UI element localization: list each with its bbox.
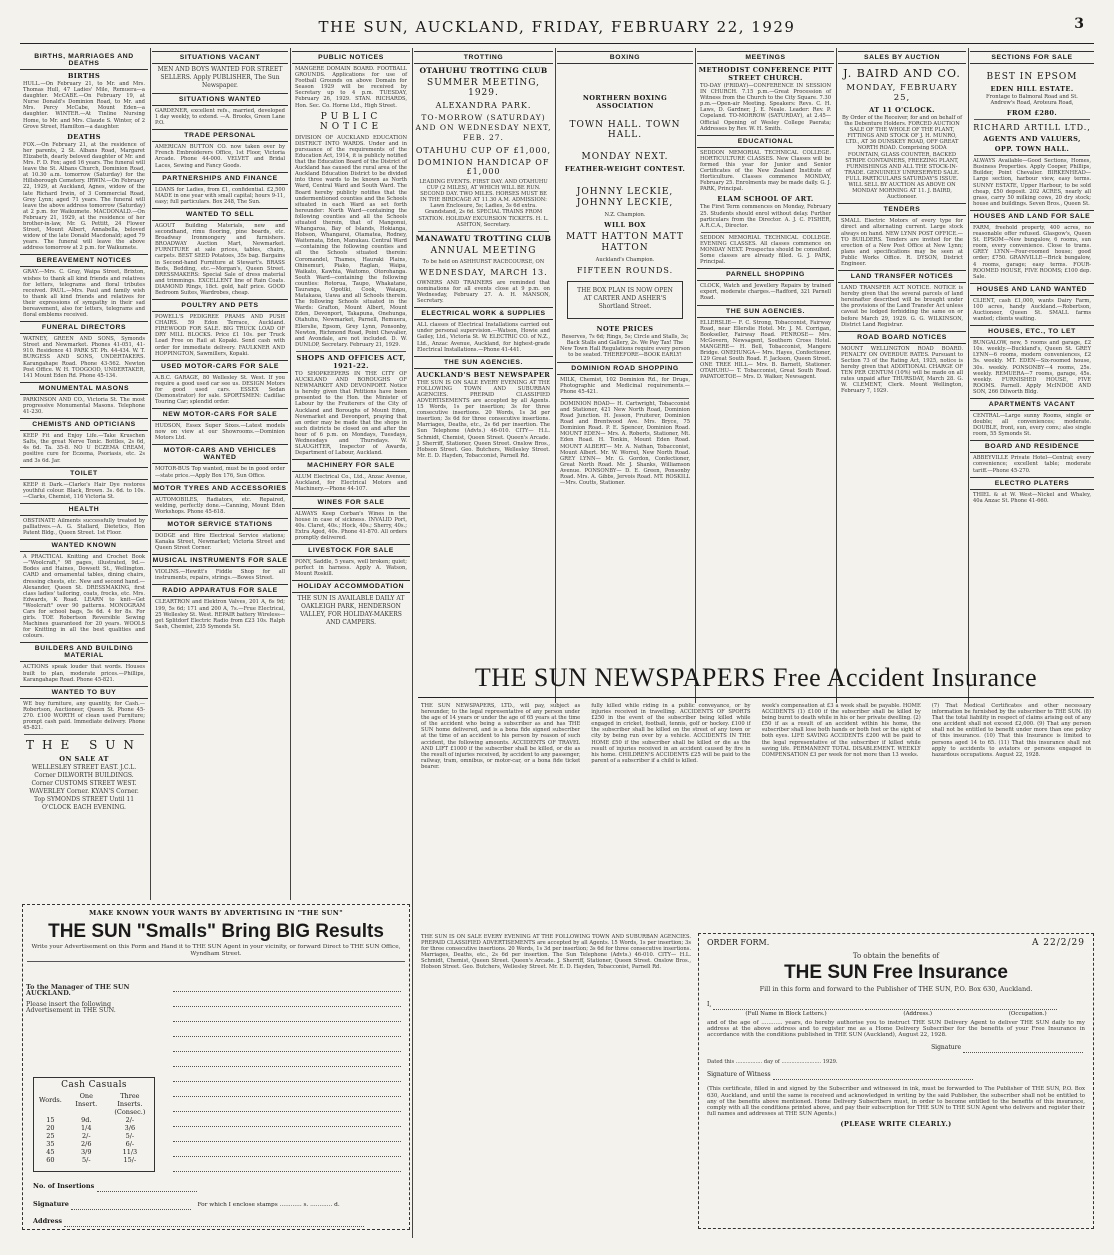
section-heading: BUILDERS AND BUILDING MATERIAL — [20, 642, 148, 662]
land-text: LAND TRANSFER ACT NOTICE. NOTICE is hereby given that the several parcels of land hereinafter described will be brought under the provisions of the Land Transfer Act unless caveat be lodged forbidding the same on or before March 29, 1929. G. G. WILKINSON, District Land Registrar. — [841, 285, 963, 328]
fifteen-rounds: FIFTEEN ROUNDS. — [576, 266, 674, 276]
public-notices-text: MANGERE DOMAIN BOARD. FOOTBALL GROUNDS. Applications for use of Football Grounds on above Domain for Season 1929 will be received by Secretary up to 4 p.m. TUESDAY, February 26, 1929. STAN. RICHARDS, Hon. Sec. Co. Horne Ltd., High Street. — [295, 66, 407, 109]
tenders-text: SMALL Electric Motors of every type for direct and alternating current. Large stock always on hand. NEW LYNN POST OFFICE.—TO BUILDERS. Tenders are invited for the erection of a New Post Office at New Lynn; plans and specifications may be seen at Public Works Office. R. DYSON, District Engineer. — [841, 218, 963, 267]
note-prices-text: Reserves, 7s 6d; Rings, 5s; Circle and Stalls, 3s; Back Stalls and Gallery, 2s. We Pay Tax! The New Town Hall Regulations require every person to be seated. THEREFORE—BOOK EARLY! — [560, 334, 690, 359]
wanted-known-text: A PRACTICAL Knitting and Crochet Book—"Woolcraft," 98 pages, illustrated, 9d.—Bodes and Haines, Dowsett St., Wellington. CARD and ornamental tables, dining chairs, dressing chests, etc. New and second hand.—Alexander, Queen St. DRESSMAKING, first class ladies' tailoring, coats, frocks, etc. Mrs. Edwards, K Road. LEARN to knit—Get "Woolcraft" over 90 patterns. MONOGRAM Cars for school bags, 5s 6d. 4 for 8s. For girls. TOE Robertson Reversible Sewing Machines guaranteed for 20 years. WOOLS for Knitting in all the best qualities and colours. — [23, 554, 145, 640]
methodist-text: TO-DAY (FRIDAY)—CONFERENCE IN SESSION IN CHURCH. 7.15 p.m.—Great Procession of Witness from the Church to the City Square. 7.30 p.m.—Open-air Meeting. Speakers: Revs. C. H. Laws, D. Gardner, J. E. Neale. Leader: Rev. P. Copeland. TO-MORROW (SATURDAY), at 2.45—Official Opening of Wesley College Paerata; Addresses by Rev. W. H. Smith. — [700, 83, 831, 132]
column-rule — [150, 48, 151, 900]
rates-header: One Insert. — [75, 1092, 98, 1108]
section-heading: MEETINGS — [697, 51, 834, 64]
ad-line-input[interactable] — [173, 1043, 401, 1052]
section-heading: BOXING — [557, 51, 693, 64]
poultry-text: POWELL'S PEDIGREE PRAMS AND PUSH CHAIRS. 59 Edon Terrace, Auckland. FIREWOOD FOR SALE. BIG TRUCK LOAD OF DRY MILL BLOCKS. Price £1 10s. per Truck Load Free on Rail at Kopaki. Send cash with order for immediate delivery. FAULKNER AND HOPPINGTON, Sawmillers, Kopaki. — [155, 314, 285, 357]
full-name-input[interactable] — [713, 1001, 863, 1010]
deaths-heading: DEATHS — [67, 132, 101, 141]
electrical-text: ALL classes of Electrical Installations carried out under personal supervision.—Watson, Howie and Gailey, Ltd., Victoria St. W. ELECTRIC CO. of N.Z., Ltd., Anzac Avenue, Auckland, for highest-grade Electrical Installations.—Phone 41-441. — [417, 322, 550, 353]
shops-heading: SHOPS AND OFFICES ACT, 1921-22. — [296, 353, 406, 370]
section-heading: NEW MOTOR-CARS FOR SALE — [152, 408, 288, 421]
best-in-epsom: BEST IN EPSOM — [986, 72, 1078, 82]
order-body: and of the age of ............ years, do hereby authorise you to instruct THE SUN Delivery Agent to deliver THE SUN daily to my address at the above address and to register me as a Home Delivery Subscriber for the benefits of your Free Insurance in accordance with the conditions published in THE SUN (Auckland), August 22, 1928. — [707, 1020, 1085, 1039]
ad-line-input[interactable] — [173, 1133, 401, 1142]
masthead-title: THE SUN, AUCKLAND, FRIDAY, FEBRUARY 22, 1929 — [318, 18, 796, 36]
frontage-text: Frontage to Balmoral Road and St. Andrew's Road, Aroteura Road, — [986, 94, 1078, 107]
insurance-cont-left: THE SUN IS ON SALE EVERY EVENING AT THE FOLLOWING TOWN AND SUBURBAN AGENCIES. PREPAID CLASSIFIED ADVERTISEMENTS are accepted by all Agents. 15 Words, 1s per insertion; 3s for three consecutive insertions. 20 Words, 1s 3d per insertion; 3s 6d for three consecutive insertions. Marriages, Deaths, etc., 2s 6d per insertion. The Sun Telephone (Advts.) 46-010. CITY— H.L. Schmidt, Chemist, Queen Street. Queen's Arcade. J. Sherriff, Stationer, Queen Street. Onslow Bros., Hobson Street. Geo. Butchers, Wellesley Street. Mr. E. D. Hayden, Tobacconist, Parnell Rd. — [421, 934, 691, 971]
wines-text: ALWAYS Keep Corban's Wines in the house in case of sickness. INVALID Port, 40s. Claret, 40s.; Hock, 40s.; Sherry, 40s.; Extra Aged, 40s. Phone 41-870. All orders promptly delivered. — [295, 510, 407, 541]
table-row — [34, 1116, 154, 1124]
column-1 — [20, 48, 148, 900]
insertions-row — [33, 1182, 197, 1192]
divider — [418, 231, 549, 232]
cash-casuals-heading: Cash Casuals — [61, 1080, 127, 1090]
order-witness-label: Signature of Witness — [707, 1071, 771, 1079]
rate-cell: 2/- — [82, 1132, 91, 1140]
manawatu-meeting: ANNUAL MEETING — [430, 245, 537, 256]
on-sale-heading: ON SALE AT — [59, 755, 109, 764]
bereavement-text: GRAY.—Mrs. C. Gray, Waipa Street, Brixton, wishes to thank all kind friends and relatives for letters, telegrams and floral tributes received. PAUL.—Mrs. Paul and family wish to thank all kind friends and relatives for their expressions of sympathy in their sad bereavement, also for letters, telegrams and floral emblems received. — [23, 269, 145, 319]
rate-cell: 9d. — [81, 1116, 92, 1124]
section-heading: POULTRY AND PETS — [152, 299, 288, 312]
divider — [701, 232, 830, 233]
dominion-agencies-text: DOMINION ROAD— H. Cartwright, Tobacconist and Stationer, 421 New North Road, Dominion Road Junction. H. Jesson, Fruiterer, Dominion Road and Brentwood Ave. Mrs. Bryce, 75 Dominion Road. P. E. Spencer, Dominion Road. MOUNT EDEN— Mrs. A. Roberts, Stationer, Mt. Eden Road. H. Tonkin, Mount Eden Road. MOUNT ALBERT— Mr. A. Nathan, Tobacconist, Mount Albert. Mr. W. Worrel, New North Road. GREY LYNN— Mr. G. Gordon, Confectioner, Great North Road. Mr. J. Shanks, Williamson Avenue. PONSONBY— D. E. Green, Ponsonby Road. Mrs. A. Gibbs, Jervois Road. MT. ROSKILL—Mrs. Coutts, Stationer. — [560, 400, 690, 487]
shops-text: TO SHOPKEEPERS IN THE CITY OF AUCKLAND AND BOROUGHS OF NEWMARKET AND DEVONPORT. Notice is hereby given that Petitions have been presented to the Hon. the Minister of Labour by the Fruiterers of the City of Auckland and Boroughs of Mount Eden, Newmarket and Devonport, praying that an order may be made that the shops in such districts be closed on and after the hour of 6 p.m. on Mondays, Tuesdays, Wednesdays and Thursdays. W. SLAUGHTER, Inspector of Awards, Department of Labour, Auckland. — [295, 370, 407, 457]
section-heading: BIRTHS, MARRIAGES AND DEATHS — [20, 51, 148, 70]
order-fill: Fill in this form and forward to the Publisher of THE SUN, P.O. Box 630, Auckland. — [759, 985, 1033, 994]
section-heading: DOMINION ROAD SHOPPING — [557, 362, 693, 375]
eden-hill: EDEN HILL ESTATE. — [990, 85, 1074, 93]
section-heading: USED MOTOR-CARS FOR SALE — [152, 360, 288, 373]
ad-line-input[interactable] — [173, 1088, 401, 1097]
smalls-please-insert: Please insert the following Advertisement in THE SUN. — [26, 1001, 116, 1015]
table-row — [34, 1132, 154, 1140]
trade-text: AMERICAN BUTTON CO. now taken over by French Embroiderers Office, 1st Floor, Victoria Arcade. Phone 44-000. VELVET and Bridal Laces, Sewing and Fancy Goods. — [155, 144, 285, 169]
section-heading: LAND TRANSFER NOTICES — [838, 270, 966, 283]
tyres-text: AUTOMOBILES, Radiators, etc. Repaired, welding, perfectly done.—Canning, Mount Eden Workshops. Phone 45-618. — [155, 496, 285, 515]
manawatu-date: WEDNESDAY, MARCH 13. — [419, 267, 548, 277]
section-heading: PARNELL SHOPPING — [697, 268, 834, 281]
agencies-text: THE SUN IS ON SALE EVERY EVENING AT THE FOLLOWING TOWN AND SUBURBAN AGENCIES. PREPAID CLASSIFIED ADVERTISEMENTS are accepted by all Agents. 15 Words, 1s per insertion; 3s for three consecutive insertions. 20 Words, 1s 3d per insertion; 3s 6d for three consecutive insertions. Marriages, Deaths, etc., 2s 6d per insertion. The Sun Telephone (Advts.) 46-010. CITY— H.L. Schmidt, Chemist, Queen Street. Queen's Arcade. J. Sherriff, Stationer, Queen Street. Onslow Bros., Hobson Street. Geo. Butchers, Wellesley Street. Mr. E. D. Hayden, Tobacconist, Parnell Rd. — [417, 379, 550, 459]
holiday-text: THE SUN IS AVAILABLE DAILY AT OAKLEIGH PARK, HENDERSON VALLEY, FOR HOLIDAY-MAKERS AND CAMPERS. — [297, 595, 405, 627]
boxing-association: NORTHERN BOXING ASSOCIATION — [582, 94, 668, 110]
auction-clock: AT 11 O'CLOCK. — [869, 106, 935, 114]
rate-cell: 60 — [46, 1156, 55, 1164]
section-heading: THE SUN AGENCIES. — [414, 356, 553, 369]
will-box: WILL BOX — [604, 221, 646, 230]
wanted-to-buy-text: WE buy furniture, any quantity, for Cash.—Robertson, Auctioneer, Queen St. Phone 45-270. £100 WORTH of clean used Furniture; prompt cash paid. Immediate delivery. Phone 45-821. — [23, 700, 145, 732]
ad-line-input[interactable] — [173, 1118, 401, 1127]
agencies-text: ELLERSLIE— F. C. Strong, Tobacconist, Fairway Road, near Ellerslie Hotel. Mr. J. M. Corrigan, Bookseller, Fairway Road. PENROSE— Mrs. McGovern, Newsagent, Southern Cross Hotel. MANGERE— H. Bell, Tobacconist, Mangere Bridge. ONEHUNGA— Mrs. Hayes, Confectioner, 129 Great South Road. F. Jackson, Queen Street. ONE TREE HILL— Mrs. B. Barnett, Stationer. OTAHUHU— T. Tobacconist, Great South Road. PAPATOETOE— Mrs. D. Walker, Newsagent. — [700, 319, 831, 381]
manawatu-text: To be held on ASHHURST RACECOURSE, ON — [422, 258, 545, 265]
rate-cell: 3/6 — [124, 1124, 136, 1132]
order-signature-row — [709, 1044, 1083, 1053]
column-rule — [412, 48, 413, 1238]
section-heading: PARTNERSHIPS AND FINANCE — [152, 172, 288, 185]
musical-text: VIOLINS.—Hewitt's Fiddle Shop for all instruments, repairs, strings.—Bowes Street. — [155, 569, 285, 582]
signature-row — [33, 1200, 340, 1210]
on-sale-text: WELLESLEY STREET EAST. J.C.L. Corner DILWORTH BUILDINGS. Corner CUSTOMS STREET WEST. WAVERLEY Corner. KYAN'S Corner. Top SYMONDS STREET Until 11 O'CLOCK EACH EVENING. — [29, 764, 139, 812]
column-8 — [970, 48, 1094, 703]
richard-artill: RICHARD ARTILL LTD., — [973, 123, 1091, 133]
town-hall: TOWN HALL. TOWN HALL. — [569, 120, 681, 140]
elam-text: The First Term commences on Monday, February 25. Students should enrol without delay. Further particulars from the Director. A. J. C. FISHER, A.R.C.A., Director. — [700, 204, 831, 229]
column-4 — [414, 48, 553, 703]
auction-monday: MONDAY, FEBRUARY 25, — [846, 83, 958, 103]
to-let-text: BUNGALOW, new, 5 rooms and garage, £2 10s. weekly.—Buckland's, Queen St. GREY LYNN—6 rooms, modern conveniences, £2 5s. weekly. MT. EDEN—Six-roomed house, 30s. weekly. PONSONBY—4 rooms, 25s. weekly. REMUERA—7 rooms, garage, 45s. weekly. FURNISHED HOUSE, FIVE ROOMS. Parnell. Apply McINDOE AND SON, 266 Dilworth Bldg. — [973, 340, 1091, 395]
ad-line-input[interactable] — [173, 1013, 401, 1022]
full-name-label: (Full Name in Block Letters.) — [745, 1011, 827, 1018]
rate-cell: 2/- — [125, 1116, 135, 1124]
ad-line-input[interactable] — [173, 1073, 401, 1082]
otahuhu-meeting: SUMMER MEETING, 1929. — [427, 78, 540, 98]
dominion-shopping-text: MILK, Chemist, 102 Dominion Rd., for Drugs, Photographic and Medicinal requirements.—Phone 45-421. — [560, 376, 690, 395]
houses-wanted-text: CLIENT, cash £1,000, wants Dairy Farm, 100 acres, handy Auckland.—Robertson, Auctioneer, Queen St. SMALL farms wanted; clients waiting. — [973, 297, 1091, 323]
otahuhu-cup: OTAHUHU CUP OF £1,000, — [415, 146, 552, 155]
toilet-text: KEEP it Dark.—Clarke's Hair Dye restores youthful colour. Black, Brown. 3s. 6d. to 10s.—Clarks, Chemist, 116 Victoria St. — [23, 481, 145, 500]
ad-lines — [173, 983, 401, 1178]
smalls-write: Write your Advertisement on this Form and Hand it to THE SUN Agent in your vicinity, or forward Direct to THE SUN Office, Wyndham Street. — [31, 944, 401, 957]
page-number: 3 — [1074, 16, 1084, 32]
order-signature-label: Signature — [931, 1044, 962, 1052]
elam-heading: ELAM SCHOOL OF ART. — [717, 195, 814, 204]
agencies-best: AUCKLAND'S BEST NEWSPAPER — [416, 370, 551, 379]
column-rule — [290, 48, 291, 900]
rate-cell: 5/- — [82, 1156, 91, 1164]
section-heading: HOLIDAY ACCOMMODATION — [292, 580, 410, 593]
column-rule — [836, 48, 837, 703]
section-heading: MOTOR SERVICE STATIONS — [152, 518, 288, 531]
section-heading: HOUSES AND LAND FOR SALE — [970, 210, 1094, 223]
rates-header: Three Inserts. — [117, 1092, 143, 1108]
section-heading: SALES BY AUCTION — [838, 51, 966, 64]
ad-line-input[interactable] — [173, 983, 401, 992]
nz-champion: N.Z. Champion. — [604, 212, 646, 218]
name-row: I, — [707, 1001, 1085, 1010]
box-plan-box — [567, 281, 683, 319]
divider — [24, 734, 144, 735]
houses-text: FARM, freehold property, 400 acres, no reasonable offer refused. Glasgow's, Queen St. EPSOM—New bungalow, 6 rooms, sun room, every convenience. Close to trams. GREY LYNN—Four-roomed house; good order; £750. GRANVILLE—Brick bungalow, 4 rooms, garage; easy terms. FOUR-ROOMED HOUSE, FIVE ROOMS; £100 dep. Sale. — [973, 224, 1091, 280]
partnerships-text: LOANS for Ladies, from £1, confidential. £2,500 MADE in one year with small capital; hours 9-11, easy; full particulars. Box 248, The Sun. — [155, 186, 285, 205]
name-row-labels — [707, 1011, 1085, 1017]
monday-next: MONDAY NEXT. — [581, 152, 669, 162]
apartments-text: CENTRAL—Large sunny Rooms, single or double; all conveniences; moderate. DOUBLE, front, sun, every conv.; also single room, 55 Symonds St. — [973, 413, 1091, 438]
order-dated: Dated this ................ day of ........................ 1929. — [707, 1059, 838, 1066]
divider — [27, 961, 405, 962]
rate-cell: 15/- — [123, 1156, 137, 1164]
table-row — [34, 1124, 154, 1132]
sections-text: ALWAYS Available—Good Sections, Homes, Business Properties. Apply Cooper, Phillips, Builder, Point Chevalier. BIRKENHEAD—Large section, harbour view, easy terms. SUNNY ESTATE, Upper Harbour, to be sold cheap, £50 deposit. 202 ACRES, nearly all grass, carry 50 milking cows, 20 dry stock; house and buildings. Seven Bros., Queen St. — [973, 158, 1091, 207]
address-row — [33, 1217, 364, 1227]
parnell-text: CLOCK, Watch and Jewellery Repairs by trained expert, moderate charges.—Radford, 321 Parnell Road. — [700, 283, 831, 302]
insurance-columns — [418, 702, 1094, 932]
order-note: (This certificate, filled in and signed by the Subscriber and witnessed in ink, must be forwarded to The Publisher of THE SUN, P.O. Box 630, Auckland, and until the same is received and acknowledged in writing by the said Publisher, the subscriber shall not be entitled to any of the benefits above mentioned. Home Delivery Subscribers must, in order to become entitled to the benefits of this insurance, comply with all the conditions printed above, and pay their subscription for THE SUN to THE SUN Agent who delivers and register their full names and addresses at THE SUN Agents.) — [707, 1086, 1085, 1117]
section-heading: WANTED TO SELL — [152, 208, 288, 221]
ad-line-input[interactable] — [173, 998, 401, 1007]
divider — [974, 155, 1090, 156]
service-text: DODGE and Hire Electrical Service stations; Kanaka Street, Newmarket; Victoria Street and Queen Street Corner. — [155, 532, 285, 552]
column-5 — [557, 48, 693, 703]
smalls-to-manager: To the Manager of THE SUN AUCKLAND. — [26, 983, 130, 998]
column-rule — [968, 48, 969, 703]
smalls-make-known: MAKE KNOWN YOUR WANTS BY ADVERTISING IN "THE SUN" — [88, 909, 344, 917]
insurance-title: THE SUN NEWSPAPERS Free Accident Insurance — [418, 663, 1094, 698]
section-heading: PUBLIC NOTICES — [292, 51, 410, 64]
table-row — [34, 1140, 154, 1148]
order-obtain: To obtain the benefits of — [852, 952, 940, 960]
section-heading: SITUATIONS WANTED — [152, 93, 288, 106]
used-cars-text: A.B.C. GARAGE, 80 Wellesley St. West. If you require a good used car see us. DESIGN Motors for good used cars. ESSEX Sedan (Demonstrator) for sale. SPORTSMEN: Cadillac Touring Car; splendid order. — [155, 374, 285, 406]
rates-table — [34, 1092, 154, 1164]
column-3 — [292, 48, 410, 900]
insurance-col: week's compensation at £3 a week shall be payable. HOME ACCIDENTS (1) £100 if the subscriber shall be killed by being burnt to death while in his or her private dwelling. (2) £50 if as a result of an accident within his home, the subscriber shall lose both hands or both feet or the sight of both eyes. LIFE SAVING ACCIDENTS £200 will be paid to the legal representative of the subscriber if killed while saving life. PERMANENT TOTAL DISABLEMENT. WEEKLY COMPENSATION £3 per week for not more than 13 weeks. — [761, 703, 921, 758]
order-form-label: ORDER FORM. — [707, 938, 770, 947]
public-notice-text: DIVISION OF AUCKLAND EDUCATION DISTRICT INTO WARDS. Under and in pursuance of the requirements of the Education Act, 1914, it is publicly notified that the Education Board of the District of Auckland has caused the rural area of the Auckland Education District to be divided into three wards to be known as North Ward, Central Ward and South Ward. The Board hereby publicly notifies that the undermentioned counties and the Schools situated in each Ward as set forth hereunder: North Ward—containing the following counties and all the Schools situated therein, that of Mangonui, Whangaroa, Bay of Islands, Hokianga, Hobson, Whangarei, Otamatea, Rodney, Waitemata, Eden, Manukau. Central Ward—containing the following counties and all the Schools situated therein: Coromandel, Thames, Hauraki Plains, Ohinemuri, Piako, Raglan, Waipa, Waikato, Kawhia, Waitomo, Otorohanga. South Ward—containing the following counties: Rotorua, Taupo, Whakatane, Tauranga, Opotiki, Cook, Waiapu, Matakaoa, Uawa and all Schools therein. The following Schools situated in the Wards: Grafton, Mount Albert, Mount Eden, Devonport, Takapuna, Onehunga, Otahuhu, Newmarket, Parnell, Remuera, Ellerslie, Epsom, Grey Lynn, Ponsonby, Newton, Richmond Road, Point Chevalier, and Avondale, are not included. D. W. DUNLOP, Secretary. February 21, 1929. — [295, 134, 407, 348]
otahuhu-club: OTAHUHU TROTTING CLUB — [419, 66, 548, 75]
table-row — [34, 1108, 154, 1116]
section-heading: TRADE PERSONAL — [152, 129, 288, 142]
opp-town-hall: OPP. TOWN HALL. — [994, 145, 1070, 154]
column-6 — [697, 48, 834, 703]
occupation-label: (Occupation.) — [1008, 1011, 1047, 1018]
section-heading: ELECTRICAL WORK & SUPPLIES — [414, 307, 553, 320]
insurance-block — [418, 663, 1094, 1233]
divider — [296, 351, 406, 352]
section-heading: HOUSES, ETC., TO LET — [970, 325, 1094, 338]
table-row — [34, 1148, 154, 1156]
section-heading: HOUSES AND LAND WANTED — [970, 283, 1094, 296]
rate-cell: 25 — [46, 1132, 55, 1140]
rate-cell: 1/4 — [81, 1124, 92, 1132]
board-text: ABBEYVILLE Private Hotel—Central; every convenience; excellent table; moderate tariff.—Phone 45-270. — [973, 455, 1091, 474]
rate-cell: 15 — [46, 1116, 55, 1124]
divider — [974, 119, 1090, 120]
situations-wanted-text: GARDENER, excellent refs., married, developed 1 day weekly, to extend. —A. Brooks, Green Lane P.O. — [155, 108, 285, 127]
note-prices-heading: NOTE PRICES — [596, 325, 654, 334]
platers-text: THIEL & at W. West—Nickel and Whaley, 40a Anzac St. Phone 41-660. — [973, 491, 1091, 504]
section-heading: ELECTRO PLATERS — [970, 477, 1094, 490]
enclose-label: For which I enclose stamps ............ s. ............ d. — [197, 1202, 340, 1208]
road-board-text: MOUNT WELLINGTON ROAD BOARD. PENALTY ON OVERDUE RATES. Pursuant to Section 73 of the Rating Act, 1925, notice is hereby given that ADDITIONAL CHARGE OF TEN PER CENTUM (10%) will be made on all rates unpaid after THURSDAY, March 28. G. W. CLEMENT, Clerk. Mount Wellington, February 7, 1929. — [841, 345, 963, 395]
funeral-text: WATNEY, GREEN AND SONS, Symonds Street and Newmarket. Phones 41-051, 41-910. Residence 41 PARK ST. Ph. 44-434. W. T. BURGESS AND SONS, UNDERTAKERS. Karangahape Road. Phone 43-562. Newton Post Office. W. H. TOOGOOD, UNDERTAKER, 141 Mount Eden Rd. Phone 45-134. — [23, 336, 145, 379]
cash-casuals-box — [33, 1077, 155, 1172]
deaths-text: FOX.—On February 21, at the residence of her parents, 2 St. Albans Road, Margaret Elizabeth, dearly beloved daughter of Mr. and Mrs. F. D. Fox; aged 16 years. The funeral will leave the St. Albans Church, Dominion Road, at 10.30 a.m. tomorrow (Saturday) for the Hillsborough Cemetery. IRWIN.—On February 22, 1929, at Auckland, Agnes, widow of the late Richard Irwin, of 3 Commercial Road, Grey Lynn; aged 71 years. The funeral will leave the above address tomorrow (Saturday) at 2 p.m. for Waikumete. MACDONALD.—On February 21, 1929, at the residence of her brother-in-law, Mr. G. Pettitt, 24 Flower Street, Mount Albert, Annabella, beloved widow of the late Donald Macdonald; aged 79 years. The funeral will leave the above address tomorrow at 2 p.m. for Waikumete. — [23, 141, 145, 252]
price-from: FROM £280. — [1006, 109, 1058, 118]
ad-line-input[interactable] — [173, 1148, 401, 1157]
births-heading: BIRTHS — [67, 72, 101, 80]
rate-cell: 45 — [46, 1148, 55, 1156]
section-heading: SECTIONS FOR SALE — [970, 51, 1094, 64]
situations-text: MEN AND BOYS WANTED FOR STREET SELLERS. Apply PUBLISHER, The Sun Newspaper. — [157, 66, 283, 89]
johnny-leckie: JOHNNY LECKIE, JOHNNY LECKIE, — [576, 187, 674, 208]
table-row — [34, 1156, 154, 1164]
column-rule — [695, 48, 696, 703]
section-heading: TOILET — [20, 467, 148, 480]
radio-text: CLEARTRON and Elektron Valves, 201 A, 6s 9d; 199, 5s 6d; 171 and 200 A, 7s.—Frue Electrical, 25 Wellesley St. West. REPAIR battery Wireless—get Splitdorf Electric Radio from £23 10s. Ralph Sash, Chemist, 235 Symonds St. — [155, 599, 286, 630]
rate-cell: 3/9 — [81, 1148, 92, 1156]
order-form — [698, 933, 1094, 1229]
livestock-text: PONY, Saddle, 5 years, well broken; quiet; perfect in harness. Apply A. Watson, Mount Roskill. — [295, 559, 407, 578]
address-label: (Address.) — [903, 1011, 933, 1018]
signature-label: Signature — [33, 1200, 69, 1208]
manawatu-club: MANAWATU TROTTING CLUB — [415, 233, 552, 243]
address-input[interactable] — [64, 1218, 364, 1227]
section-heading: HEALTH — [20, 503, 148, 516]
address-label: Address — [33, 1217, 63, 1225]
rate-cell: 2/6 — [81, 1140, 92, 1148]
section-heading: TENDERS — [838, 203, 966, 216]
section-heading: RADIO APPARATUS FOR SALE — [152, 584, 288, 597]
order-title: THE SUN Free Insurance — [784, 962, 1008, 984]
section-heading: LIVESTOCK FOR SALE — [292, 544, 410, 557]
order-witness-input[interactable] — [773, 1071, 973, 1080]
insurance-col: fully killed while riding in a public conveyance, or by injuries received in travelling. ACCIDENTS OF SPORTS £250 in the event of the subscriber being killed while engaged in cricket, football, tennis, golf or hockey. £100 if the subscriber shall be killed on the street of any town or city by being run over by a vehicle. ACCIDENTS IN THE HOME £50 if the subscriber shall be killed or die as the result of injuries received in an accident caused by fire in his home. CHILDREN'S ACCIDENTS £25 will be paid to the parent of a subscriber if a child is killed. — [591, 703, 751, 764]
agents-valuers: AGENTS AND VALUERS, — [983, 135, 1081, 144]
ad-line-input[interactable] — [173, 1058, 401, 1067]
chemists-text: KEEP Fit and Enjoy Life.—Take Kruschen Salts, the great Nerve Tonic. Bottles, 2s 6d, 4s 6d. Ta. 35-8. NO U ECZEMA CREAM, positive cure for Eczema, Psoriasis, etc. 2s and 3s 6d. Jar. — [23, 433, 145, 464]
section-heading: EDUCATIONAL — [697, 135, 834, 148]
new-cars-text: HUDSON, Essex Super Sixes.—Latest models now on view at our Showrooms.—Dominion Motors Ltd. — [155, 423, 285, 442]
insurance-col: (7) That Medical Certificates and other necessary information be furnished by the subscriber to THE SUN. (8) That the total liability in respect of claims arising out of any one accident shall not exceed £2,000. (9) That any person shall not be entitled to benefit under more than one policy of this insurance. (10) That this Insurance is limited to persons aged 14 to 65. (11) That this insurance shall not apply to accidents to aviators or persons engaged in hazardous occupations. August 22, 1928. — [931, 703, 1091, 758]
akl-champion: Auckland's Champion. — [595, 257, 655, 264]
matt-hatton: MATT HATTON MATT HATTON — [566, 232, 684, 254]
section-heading: APARTMENTS VACANT — [970, 398, 1094, 411]
occupation-input[interactable] — [957, 1001, 1057, 1010]
builders-text: ACTIONS speak louder that words. Houses built to plan, moderate prices.—Phillips, Karangahape Road. Phone 45-821. — [23, 664, 145, 683]
insurance-col: THE SUN NEWSPAPERS, LTD., will pay, subject as hereunder, to the legal representative of any person under the age of 14 years or under the age of 65 years at the time of the accident who being a subscriber as and has THE SUN home delivered, and is a bona fide signed subscriber at the time of an accident to his person by reason of such accident, the following amounts. ACCIDENTS OF TRAVEL AND LIFT £1000 if the subscriber shall be killed, or die as the result of injuries received, by accident to any passenger, railway, tram, omnibus, or motor-car, or a bona fide ticket bearer. — [421, 703, 581, 770]
section-heading: MUSICAL INSTRUMENTS FOR SALE — [152, 554, 288, 567]
otahuhu-park: ALEXANDRA PARK. — [435, 101, 532, 110]
section-heading: WANTED TO BUY — [20, 686, 148, 699]
sun-logo-text: THE SUN — [26, 738, 142, 753]
rates-header: Words. — [39, 1096, 62, 1104]
order-witness-row — [707, 1071, 1085, 1080]
section-heading: THE SUN AGENCIES. — [697, 305, 834, 318]
column-7 — [838, 48, 966, 703]
wanted-to-sell-text: AGOUT Building Materials, new and secondhand, rimu flooring, pine boards, etc. Broadway Ironmongery and furnishers. BROADWAY Auction Mart, Newmarket. FURNITURE at sale prices, tables, chairs, carpets. BEST SEED Potatoes, 35s bag. Bargains in Second-hand Furniture at Stewart's. BRASS Beds, Bedding, etc.—Morgan's, Queen Street. DRESSMAKERS: Special Sale of dress material and trimmings. EXCELLENT line of Rain Coats. DIAMOND Rings, 18ct. gold, half price. GOOD Bedroom Suites, Wardrobes, cheap. — [155, 222, 285, 296]
otahuhu-handicap: DOMINION HANDICAP OF £1,000 — [417, 158, 550, 176]
section-heading: ROAD BOARD NOTICES — [838, 331, 966, 344]
public-notice-title: PUBLIC NOTICE — [319, 111, 383, 132]
order-form-header — [699, 934, 1093, 952]
smalls-big-title: THE SUN "Smalls" Bring BIG Results — [48, 921, 384, 942]
section-heading: BOARD AND RESIDENCE — [970, 440, 1094, 453]
ad-line-input[interactable] — [173, 1163, 401, 1172]
smalls-form — [22, 904, 410, 1230]
section-heading: SITUATIONS VACANT — [152, 51, 288, 64]
signature-input[interactable] — [71, 1201, 191, 1210]
section-heading: CHEMISTS AND OPTICIANS — [20, 418, 148, 431]
box-plan-text: THE BOX PLAN IS NOW OPEN AT CARTER AND ASHER'S Shortland Street. — [577, 287, 673, 311]
otahuhu-dates: TO-MORROW (SATURDAY) AND ON WEDNESDAY NEXT, FEB. 27. — [415, 113, 552, 142]
insertions-label: No. of Insertions — [33, 1182, 95, 1190]
rate-cell: 11/3 — [122, 1148, 138, 1156]
section-heading: BEREAVEMENT NOTICES — [20, 254, 148, 267]
section-heading: TROTTING — [414, 51, 553, 64]
methodist-heading: METHODIST CONFERENCE PITT STREET CHURCH. — [698, 66, 833, 82]
section-heading: WINES FOR SALE — [292, 496, 410, 509]
divider — [561, 398, 689, 399]
featherweight: FEATHER-WEIGHT CONTEST. — [564, 165, 686, 173]
order-print: (PLEASE WRITE CLEARLY.) — [840, 1119, 952, 1128]
section-heading: MOTOR-CARS AND VEHICLES WANTED — [152, 444, 288, 464]
section-heading: MOTOR TYRES AND ACCESSORIES — [152, 482, 288, 495]
rates-note: (Consec.) — [114, 1108, 146, 1116]
masthead — [20, 14, 1094, 44]
section-heading: FUNERAL DIRECTORS — [20, 321, 148, 334]
vehicles-wanted-text: MOTOR-BUS Top wanted, must be in good order—state price.—Apply Box 176, Sun Office. — [155, 466, 285, 479]
section-heading: WANTED KNOWN — [20, 539, 148, 552]
otahuhu-text: LEADING EVENTS. FIRST DAY. AND OTAHUHU CUP (2 MILES), AT WHICH WILL BE RUN. SECOND DAY. TWO MILES. HORSES MUST BE IN THE BIRDCAGE AT 11.30 A.M. ADMISSION: Lawn Enclosure, 5s; Ladies, 3s 6d extra. Grandstand, 2s 6d. SPECIAL TRAINS FROM STATION. HOLIDAY EXCURSION TICKETS. H. L. ASHTON, Secretary. — [418, 179, 549, 228]
column-rule — [555, 48, 556, 703]
machinery-text: ALUM Electrical Co., Ltd., Anzac Avenue, Auckland, for Electrical Motors and Machinery.—Phone 44-107. — [295, 474, 407, 493]
educational-text: SEDDON MEMORIAL TECHNICAL COLLEGE. HORTICULTURE CLASSES. New Classes will be formed this year for Junior and Senior Certificates of the New Zealand Institute of Horticulture. Classes commence MONDAY, February 25. Enrolments may be made daily. G. J. PARK, Principal. — [700, 149, 831, 193]
seddon-evening-text: SEDDON MEMORIAL TECHNICAL COLLEGE. EVENING CLASSES. All classes commence on MONDAY NEXT. Prospectus should be consulted. Some classes are already filled. G. J. PARK, Principal. — [700, 234, 831, 266]
section-heading: MACHINERY FOR SALE — [292, 459, 410, 472]
ad-line-input[interactable] — [173, 1103, 401, 1112]
order-signature-input[interactable] — [963, 1044, 1083, 1053]
rate-cell: 35 — [46, 1140, 55, 1148]
insertions-input[interactable] — [97, 1183, 197, 1192]
column-2 — [152, 48, 288, 900]
births-text: HULL.—On February 21, to Mr. and Mrs. Thomas Hull, 47 Ladies' Mile, Remuera—a daughter. McCABE.—On February 19, at Nurse Donald's Dominion Road, to Mr. and Mrs. Percy McCabe, Mount Eden—a daughter. WINTER.—At Tinline Nursing Home, to Mr. and Mrs. Claude S. Winter, of 2 Grove Street, Hamilton—a daughter. — [23, 81, 145, 130]
manawatu-footer: OWNERS AND TRAINERS are reminded that nominations for all events close at 9 p.m. on Wednesday, February 27. A. H. MANSON, Secretary. — [417, 279, 550, 305]
auction-text: By Order of the Receiver, for and on behalf of the Debenture Holders. FORCED AUCTION SALE OF THE WHOLE OF THE PLANT, FITTINGS AND STOCK OF J. H. MUNRO, LTD., AT 36 DUNSKEY ROAD, OFF GREAT NORTH ROAD. Comprising SODA FOUNTAIN, GLASS COUNTER, BACKED STRIPE CONTAINERS, FREEZING PLANT, FURNISHINGS AND ALL THE STOCK-IN-TRADE. GENUINELY UNRESERVED SALE. FULL PARTICULARS SATURDAY'S ISSUE. WILL SELL BY AUCTION AS ABOVE ON MONDAY MORNING AT 11. J. BAIRD, Auctioneer. — [841, 115, 963, 201]
rate-cell: 20 — [46, 1124, 55, 1132]
table-row — [34, 1092, 154, 1108]
order-form-code: A 22/2/29 — [1031, 938, 1085, 948]
monumental-text: PARKINSON AND CO., Victoria St. The most progressive Monumental Masons. Telephone 41-230. — [23, 396, 145, 416]
rate-cell: 6/- — [125, 1140, 135, 1148]
section-heading: MONUMENTAL MASONS — [20, 382, 148, 395]
address-input[interactable] — [865, 1001, 955, 1010]
ad-line-input[interactable] — [173, 1028, 401, 1037]
rate-cell: 5/- — [125, 1132, 135, 1140]
baird-and-co: J. BAIRD AND CO. — [843, 67, 961, 80]
health-text: OBSTINATE Ailments successfully treated by palliatives.—A. G. Stallard, Dietetics, Hon Patent Bldg., Queen Street. 1st Floor. — [23, 517, 145, 537]
